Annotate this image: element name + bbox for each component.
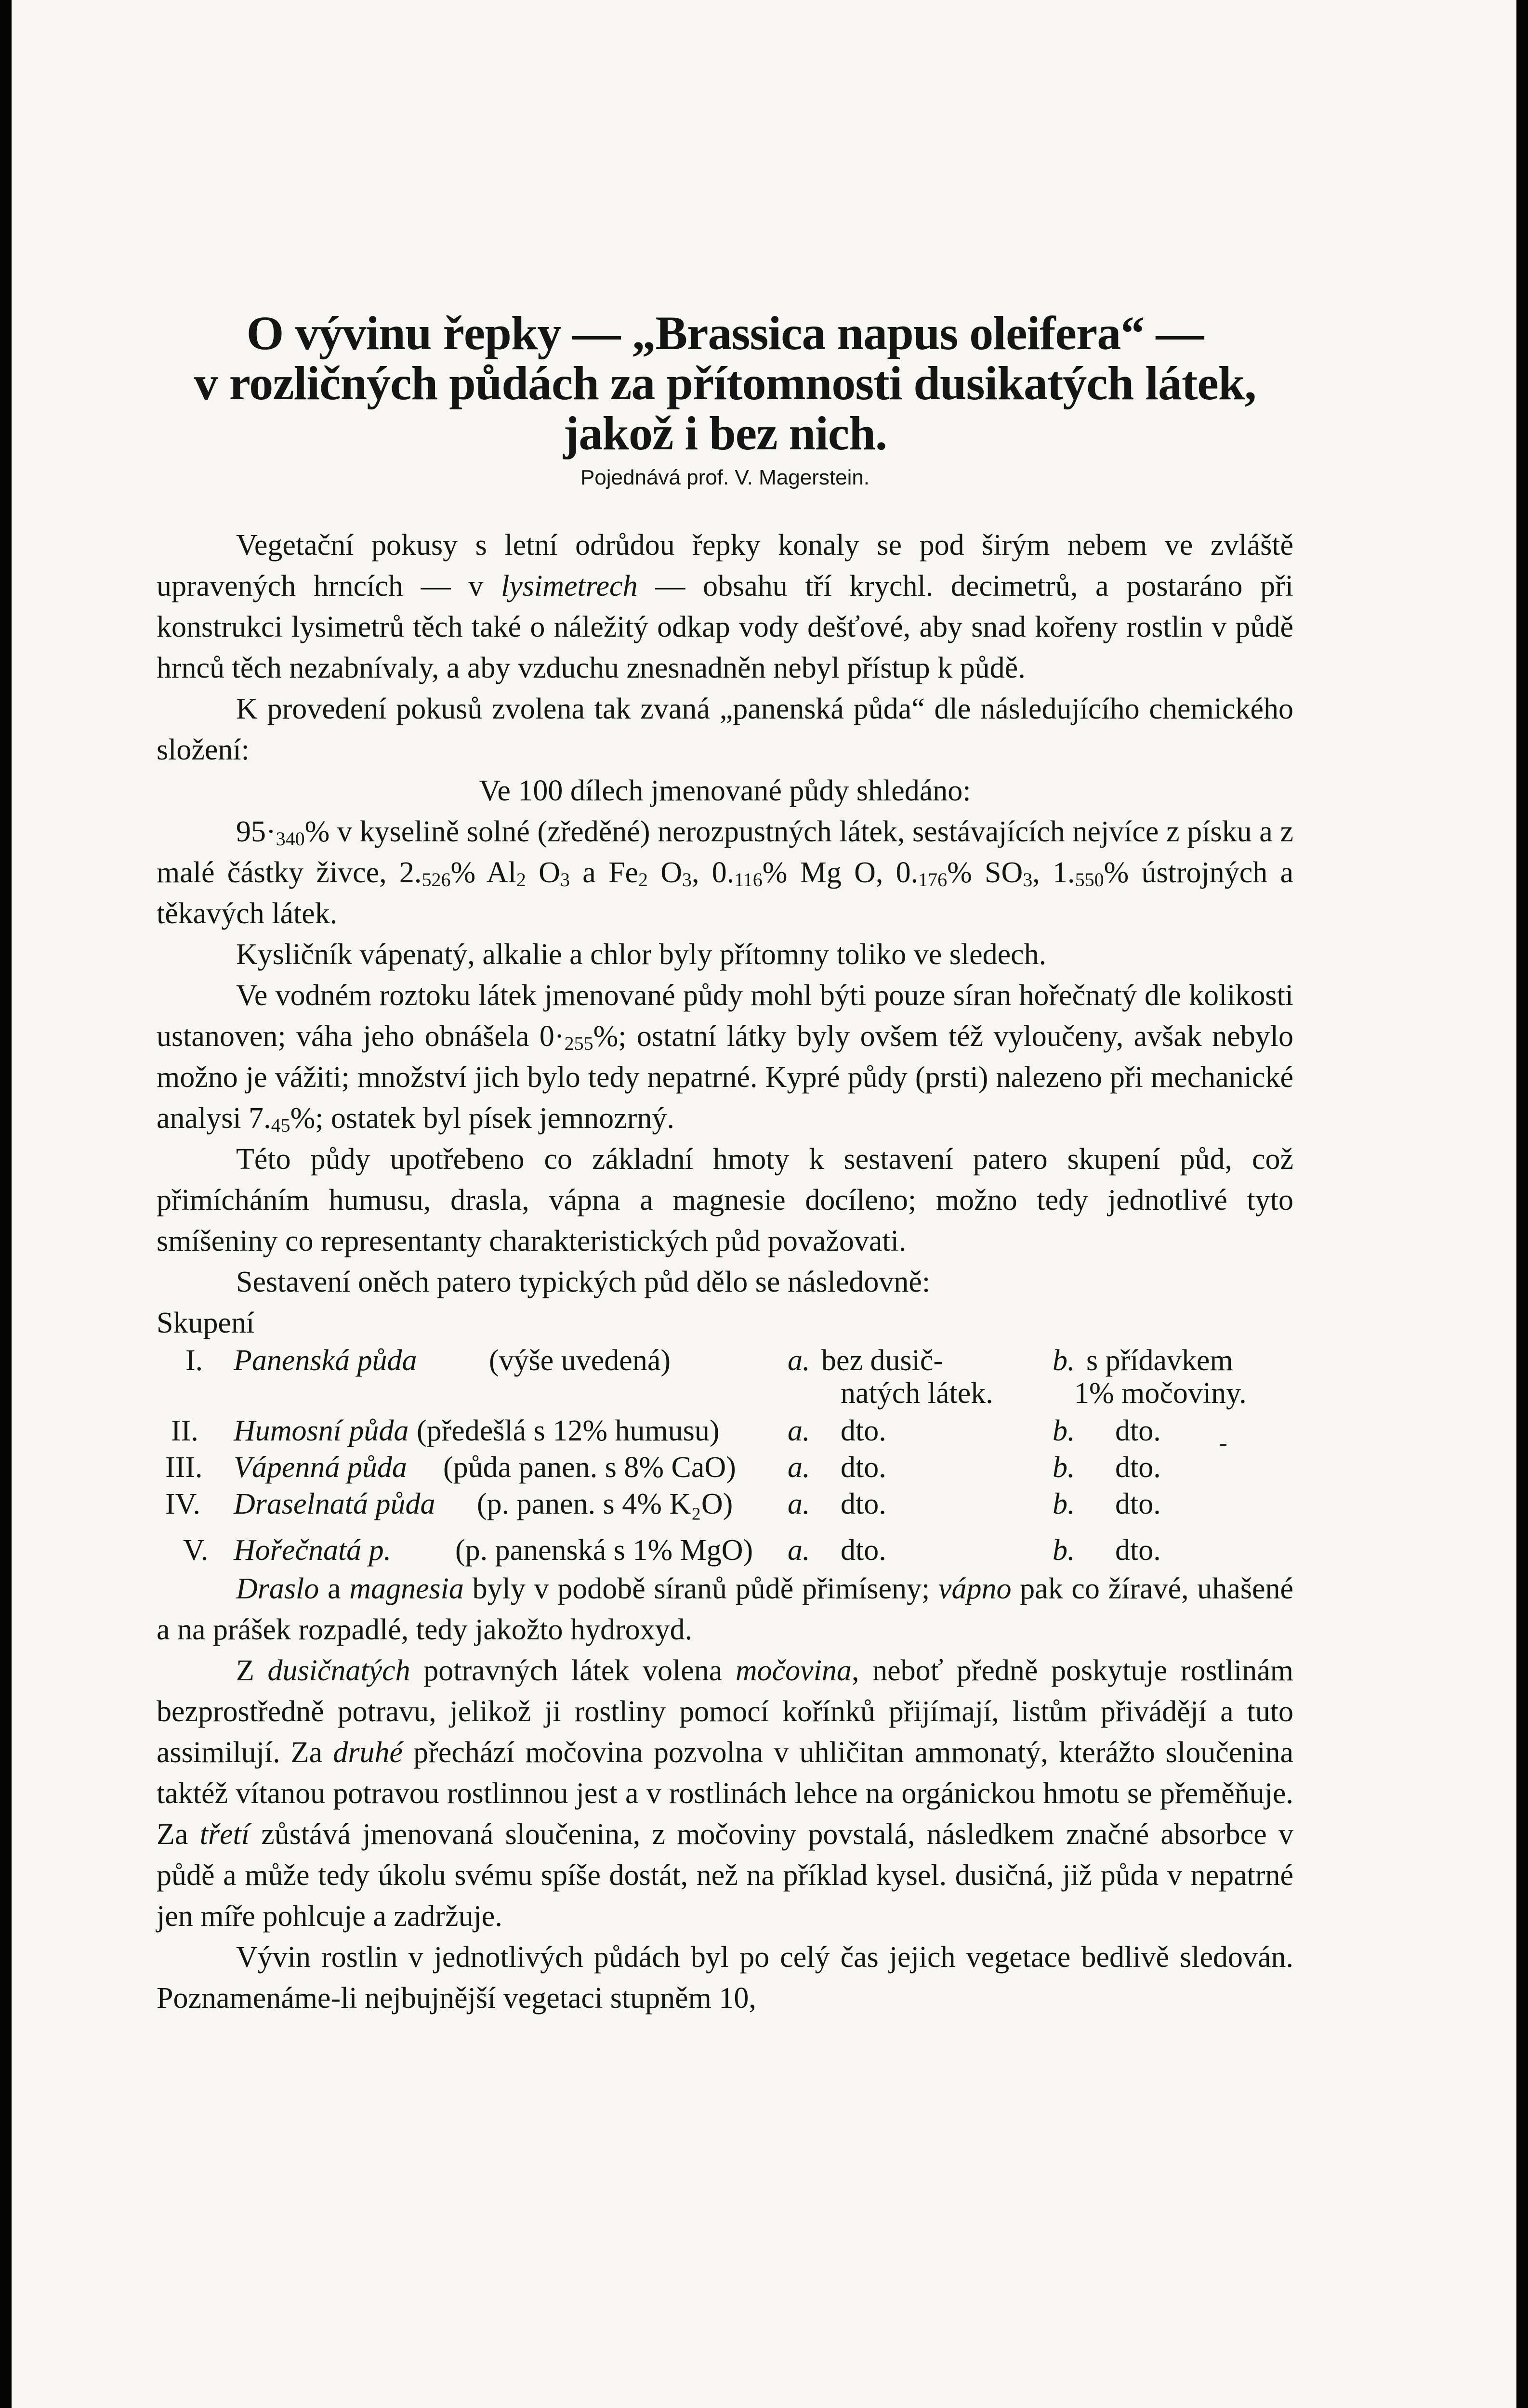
page-content — [157, 308, 1293, 2379]
soil-groups-table — [157, 1303, 1293, 1530]
variant-a-value: dto. — [841, 1534, 886, 1567]
variant-b-value: dto. — [1115, 1488, 1161, 1520]
paragraph-1: Vegetační pokusy s letní odrůdou řepky konaly se pod širým nebem ve zvláště upravených hrncích — v lysimetrech — obsahu tří krychl. decimetrů, a postaráno při konstrukci lysimetrů těch také o náležitý odkap vody dešťové, aby snad kořeny rostlin v půdě hrnců těch nezabnívaly, a aby vzduchu znesnadněn nebyl přístup k půdě. — [157, 529, 1293, 684]
table-row — [157, 1411, 1293, 1448]
paragraph-8: Sestavení oněch patero typických půd dělo se následovně: — [236, 1266, 931, 1298]
variant-a-label: a. — [788, 1488, 810, 1520]
paragraph-4: $95\cdot_{340}\%$ v kyselině solné (zředěné) nerozpustných látek, sestávajících nejvíce z písku a z malé částky živce, $2._{526}\%$ $Al_2$ $O_3$ a $Fe_2$ $O_3$, $0._{116}\%$ Mg O, $0._{176}\%$ $SO_3$, $1._{550}\%$ ústrojných a těkavých látek. — [157, 815, 1293, 930]
row-number: IV. — [165, 1488, 200, 1520]
table-row — [157, 1484, 1293, 1521]
variant-b-label: b. — [1053, 1451, 1075, 1484]
soil-name: Hořečnatá p. — [234, 1534, 392, 1567]
paragraph-2: K provedení pokusů zvolena tak zvaná „panenská půda“ dle následujícího chemického složení: — [157, 693, 1293, 766]
paragraph-6: Ve vodném roztoku látek jmenované půdy mohl býti pouze síran hořečnatý dle kolikosti ustanoven; váha jeho obnášela $0\cdot_{255}\%$; ostatní látky byly ovšem též vyloučeny, avšak nebylo možno je vážiti; množství jich bylo tedy nepatrné. Kypré půdy (prsti) nalezeno při mechanické analysi $7._{45}\%$; ostatek byl písek jemnozrný. — [157, 979, 1293, 1136]
soil-description: (p. panenská s 1% MgO) — [455, 1534, 753, 1567]
article-title — [157, 308, 1293, 458]
row-number: V. — [183, 1534, 209, 1567]
author-byline: Pojednává prof. V. Magerstein. — [580, 466, 870, 489]
variant-b-label: b. — [1053, 1534, 1075, 1567]
variant-b-value: dto. — [1115, 1534, 1161, 1567]
soil-description: (p. panen. s 4% K₂O) — [477, 1488, 733, 1520]
title-line-1: O vývinu řepky — „Brassica napus oleifera“ — — [246, 306, 1204, 360]
variant-b-label: b. — [1053, 1344, 1075, 1377]
variant-a-value: dto. — [841, 1414, 886, 1447]
variant-a-text-cont: natých látek. — [841, 1377, 993, 1410]
soil-description: (půda panen. s 8% CaO) — [443, 1451, 736, 1484]
article-body — [157, 525, 1293, 2019]
variant-a-label: a. — [788, 1451, 810, 1484]
table-row-1-cont — [157, 1373, 1293, 1411]
row-number: II. — [171, 1414, 198, 1447]
soil-description: (výše uvedená) — [489, 1344, 671, 1377]
table-header-row — [157, 1303, 1293, 1340]
soil-groups-table-tail — [157, 1530, 1293, 1569]
soil-name: Panenská půda — [234, 1344, 417, 1377]
paragraph-3: Ve 100 dílech jmenované půdy shledáno: — [479, 774, 971, 807]
paragraph-9: Draslo a magnesia byly v podobě síranů půdě přimíseny; vápno pak co žíravé, uhašené a na prášek rozpadlé, tedy jakožto hydroxyd. — [157, 1572, 1293, 1646]
row-number: III. — [165, 1451, 203, 1484]
title-line-3: jakož i bez nich. — [563, 406, 887, 460]
variant-b-value: dto. — [1115, 1451, 1161, 1484]
table-header: Skupení — [157, 1307, 255, 1339]
table-row-1 — [157, 1340, 1293, 1378]
paragraph-10: Z dusičnatých potravných látek volena močovina, neboť předně poskytuje rostlinám bezprostředně potravu, jelikož ji rostliny pomocí kořínků přijímají, listům přivádějí a tuto assimilují. Za druhé přechází močovina pozvolna v uhličitan ammonatý, kterážto sloučenina taktéž vítanou potravou rostlinnou jest a v rostlinách lehce na orgánickou hmotu se přeměňuje. Za třetí zůstává jmenovaná sloučenina, z močoviny povstalá, následkem značné absorbce v půdě a může tedy úkolu svému spíše dostát, než na příklad kysel. dusičná, již půda v nepatrné jen míře pohlcuje a zadržuje. — [157, 1654, 1293, 1933]
paragraph-5: Kysličník vápenatý, alkalie a chlor byly přítomny toliko ve sledech. — [236, 938, 1047, 971]
soil-name: Draselnatá půda — [234, 1488, 435, 1520]
variant-b-text-cont: 1% močoviny. — [1074, 1377, 1247, 1410]
table-row — [157, 1447, 1293, 1485]
soil-description: (předešlá s 12% humusu) — [417, 1414, 720, 1447]
title-line-2: v rozličných půdách za přítomnosti dusikatých látek, — [194, 356, 1256, 410]
variant-a-text: bez dusič- — [821, 1344, 944, 1377]
variant-a-value: dto. — [841, 1488, 886, 1520]
table-row — [157, 1530, 1293, 1568]
paragraph-11: Vývin rostlin v jednotlivých půdách byl po celý čas jejich vegetace bedlivě sledován. Poznamenáme-li nejbujnější vegetaci stupněm 10, — [157, 1941, 1293, 2015]
variant-a-label: a. — [788, 1414, 810, 1447]
variant-a-label: a. — [788, 1534, 810, 1567]
variant-a-label: a. — [788, 1344, 810, 1377]
paragraph-7: Této půdy upotřebeno co základní hmoty k sestavení patero skupení půd, což přimícháním humusu, drasla, vápna a magnesie docíleno; možno tedy jednotlivé tyto smíšeniny co representanty charakteristických půd považovati. — [157, 1143, 1293, 1257]
soil-name: Vápenná půda — [234, 1451, 407, 1484]
row-number: I. — [185, 1344, 203, 1377]
variant-a-value: dto. — [841, 1451, 886, 1484]
variant-b-label: b. — [1053, 1488, 1075, 1520]
soil-name: Humosní půda — [234, 1414, 409, 1447]
variant-b-label: b. — [1053, 1414, 1075, 1447]
variant-b-value: dto. — [1115, 1414, 1161, 1447]
scan-edge-right — [1516, 0, 1528, 2408]
scan-edge-left — [0, 0, 12, 2408]
variant-b-text: s přídavkem — [1086, 1344, 1233, 1377]
